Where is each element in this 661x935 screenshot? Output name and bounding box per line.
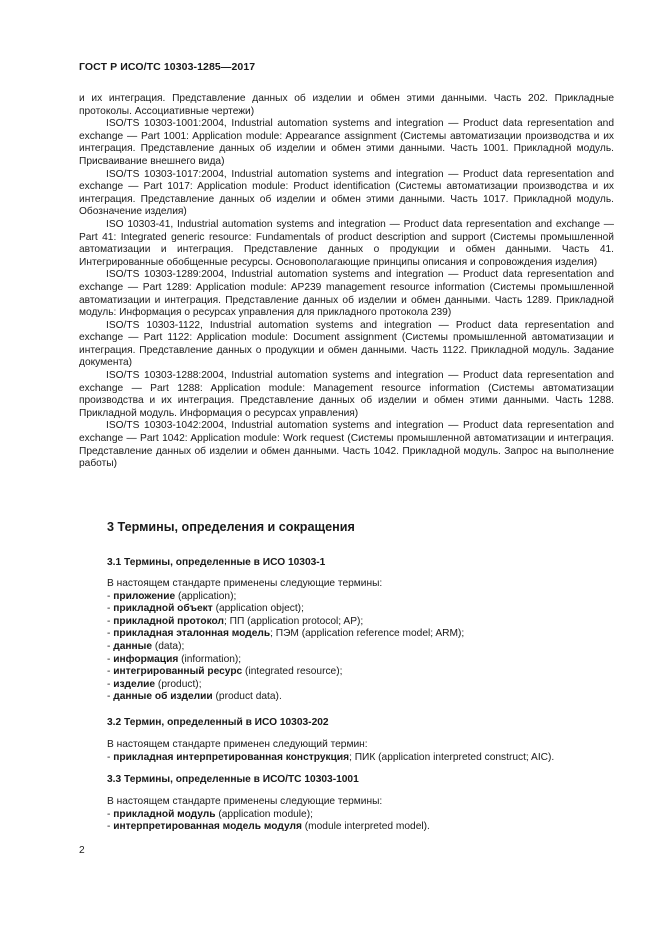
- term-item: - данные (data);: [107, 640, 185, 652]
- section-title: 3 Термины, определения и сокращения: [107, 520, 355, 534]
- subsection-title: 3.1 Термины, определенные в ИСО 10303-1: [107, 557, 326, 568]
- terms-block: [107, 796, 612, 834]
- term-item: - прикладной модуль (application module);: [107, 808, 313, 820]
- term-item: - прикладная интерпретированная конструкция; ПИК (application interpreted construct; AIC).: [107, 751, 555, 763]
- reference-item: и их интеграция. Представление данных об изделии и обмен этими данными. Часть 202. Прикладные протоколы. Ассоциативные чертежи): [79, 93, 614, 117]
- reference-item: ISO/TS 10303-1122, Industrial automation systems and integration — Product data representation and exchange — Part 1122: Application module: Document assignment (Системы промышленной автоматизации и интеграция. Представление данных о продукции и обмен данными. Часть 1122. Прикладной модуль. Задание документа): [79, 319, 614, 369]
- reference-item: ISO/TS 10303-1289:2004, Industrial automation systems and integration — Product data representation and exchange — Part 1289: Application module: AP239 management resource information (Системы промышленной автоматизации и интеграция. Представление данных об изделии и обмен данными. Часть 1289. Прикладной модуль: Информация о ресурсах управления для прикладного протокола 239): [79, 269, 614, 319]
- terms-block: [107, 739, 612, 764]
- subsection-title: 3.3 Термины, определенные в ИСО/ТС 10303-1001: [107, 774, 359, 785]
- term-item: - данные об изделии (product data).: [107, 691, 282, 703]
- document-header: ГОСТ Р ИСО/ТС 10303-1285—2017: [79, 61, 256, 73]
- term-item: - интегрированный ресурс (integrated resource);: [107, 666, 343, 678]
- terms-intro: В настоящем стандарте применен следующий термин:: [107, 739, 368, 750]
- subsection-title: 3.2 Термин, определенный в ИСО 10303-202: [107, 717, 329, 728]
- term-item: - прикладной протокол; ПП (application protocol; AP);: [107, 615, 364, 627]
- reference-item: ISO/TS 10303-1288:2004, Industrial automation systems and integration — Product data representation and exchange — Part 1288: Application module: Management resource information (Системы автоматизации производства и их интеграция. Представление данных об изделии и обмен этими данными. Часть 1288. Прикладной модуль. Информация о ресурсах управления): [79, 370, 614, 419]
- terms-block: [107, 578, 612, 704]
- references-list: [79, 93, 614, 471]
- reference-item: ISO/TS 10303-1042:2004, Industrial automation systems and integration — Product data representation and exchange — Part 1042: Application module: Work request (Системы промышленной автоматизации и интеграция. Представление данных об изделии и обмен данными. Часть 1042. Прикладной модуль. Запрос на выполнение работы): [79, 420, 614, 470]
- page-number: 2: [79, 845, 85, 856]
- reference-item: ISO/TS 10303-1001:2004, Industrial automation systems and integration — Product data representation and exchange — Part 1001: Application module: Appearance assignment (Системы автоматизации производства и их интеграция. Представление данных об изделии и обмен этими данными. Часть 1001. Прикладной модуль. Присваивание внешнего вида): [79, 118, 614, 167]
- reference-item: ISO/TS 10303-1017:2004, Industrial automation systems and integration — Product data representation and exchange — Part 1017: Application module: Product identification (Системы автоматизации производства и их интеграция. Представление данных об изделии и обмен этими данными. Часть 1017. Прикладной модуль. Обозначение изделия): [79, 168, 614, 218]
- terms-intro: В настоящем стандарте применены следующие термины:: [107, 796, 383, 807]
- term-item: - информация (information);: [107, 653, 242, 665]
- term-item: - изделие (product);: [107, 678, 202, 690]
- term-item: - прикладной объект (application object);: [107, 603, 304, 615]
- reference-item: ISO 10303-41, Industrial automation systems and integration — Product data representation and exchange — Part 41: Integrated generic resource: Fundamentals of product description and support (Системы промышленной автоматизации и интеграция. Представление данных о продукции и обмен данными. Часть 41. Интегрированные обобщенные ресурсы. Основополагающие принципы описания и сопровождения изделия): [79, 218, 614, 268]
- term-item: - приложение (application);: [107, 590, 237, 602]
- term-item: - прикладная эталонная модель; ПЭМ (application reference model; ARM);: [107, 628, 465, 640]
- terms-intro: В настоящем стандарте применены следующие термины:: [107, 578, 383, 589]
- term-item: - интерпретированная модель модуля (module interpreted model).: [107, 821, 430, 833]
